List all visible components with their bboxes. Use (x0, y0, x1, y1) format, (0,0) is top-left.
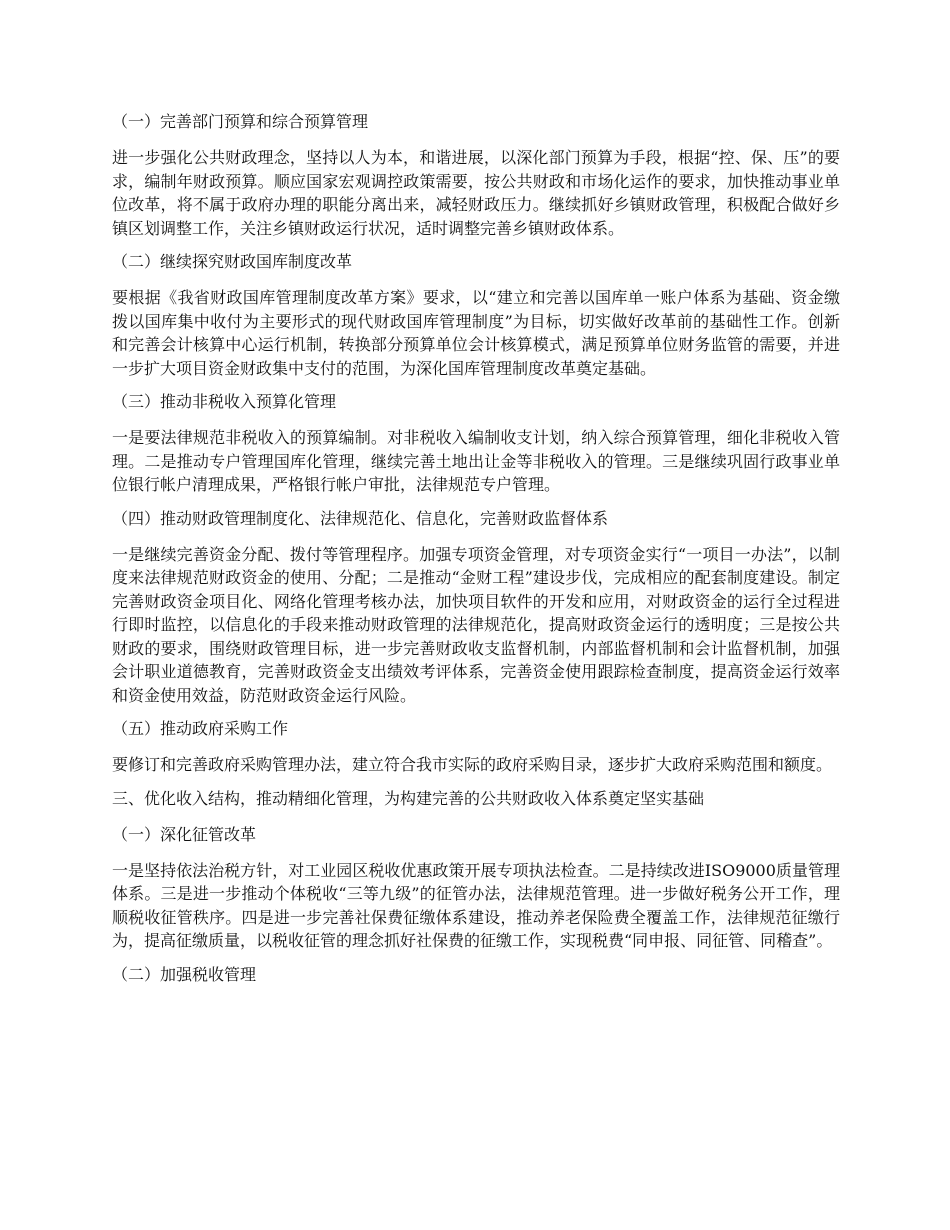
section-paragraph-1: 进一步强化公共财政理念，坚持以人为本，和谐进展，以深化部门预算为手段，根据“控、保、压”的要求，编制年财政预算。顺应国家宏观调控政策需要，按公共财政和市场化运作的要求，加快推动事业单位改革，将不属于政府办理的职能分离出来，减轻财政压力。继续抓好乡镇财政管理，积极配合做好乡镇区划调整工作，关注乡镇财政运行状况，适时调整完善乡镇财政体系。 (112, 148, 840, 238)
document-body (112, 110, 840, 999)
section-heading-3: （三）推动非税收入预算化管理 (112, 392, 337, 411)
section-heading-2: （二）继续探究财政国库制度改革 (112, 252, 353, 271)
section-heading-5: （五）推动政府采购工作 (112, 719, 289, 738)
chapter-heading-3: 三、优化收入结构，推动精细化管理，为构建完善的公共财政收入体系奠定坚实基础 (112, 788, 705, 808)
section-paragraph-5: 要修订和完善政府采购管理办法，建立符合我市实际的政府采购目录，逐步扩大政府采购范围和额度。 (112, 755, 833, 774)
section-paragraph-6: 一是坚持依法治税方针，对工业园区税收优惠政策开展专项执法检查。二是持续改进ISO9000质量管理体系。三是进一步推动个体税收“三等九级”的征管办法，法律规范管理。进一步做好税务公开工作，理顺税收征管秩序。四是进一步完善社保费征缴体系建设，推动养老保险费全覆盖工作，法律规范征缴行为，提高征缴质量，以税收征管的理念抓好社保费的征缴工作，实现税费“同申报、同征管、同稽查”。 (112, 860, 840, 950)
section-heading-7: （二）加强税收管理 (112, 964, 257, 984)
section-paragraph-3: 一是要法律规范非税收入的预算编制。对非税收入编制收支计划，纳入综合预算管理，细化非税收入管理。二是推动专户管理国库化管理，继续完善土地出让金等非税收入的管理。三是继续巩固行政事业单位银行帐户清理成果，严格银行帐户审批，法律规范专户管理。 (112, 428, 840, 494)
section-paragraph-4: 一是继续完善资金分配、拨付等管理程序。加强专项资金管理，对专项资金实行“一项目一办法”，以制度来法律规范财政资金的使用、分配；二是推动“金财工程”建设步伐，完成相应的配套制度建设。制定完善财政资金项目化、网络化管理考核办法，加快项目软件的开发和应用，对财政资金的运行全过程进行即时监控，以信息化的手段来推动财政管理的法律规范化，提高财政资金运行的透明度；三是按公共财政的要求，围绕财政管理目标，进一步完善财政收支监督机制，内部监督机制和会计监督机制，加强会计职业道德教育，完善财政资金支出绩效考评体系，完善资金使用跟踪检查制度，提高资金运行效率和资金使用效益，防范财政资金运行风险。 (112, 544, 840, 705)
section-paragraph-2: 要根据《我省财政国库管理制度改革方案》要求，以“建立和完善以国库单一账户体系为基础、资金缴拨以国库集中收付为主要形式的现代财政国库管理制度”为目标，切实做好改革前的基础性工作。创新和完善会计核算中心运行机制，转换部分预算单位会计核算模式，满足预算单位财务监管的需要，并进一步扩大项目资金财政集中支付的范围，为深化国库管理制度改革奠定基础。 (112, 288, 840, 378)
section-heading-4: （四）推动财政管理制度化、法律规范化、信息化，完善财政监督体系 (112, 508, 609, 528)
section-heading-6: （一）深化征管改革 (112, 824, 257, 844)
section-heading-1: （一）完善部门预算和综合预算管理 (112, 112, 369, 131)
